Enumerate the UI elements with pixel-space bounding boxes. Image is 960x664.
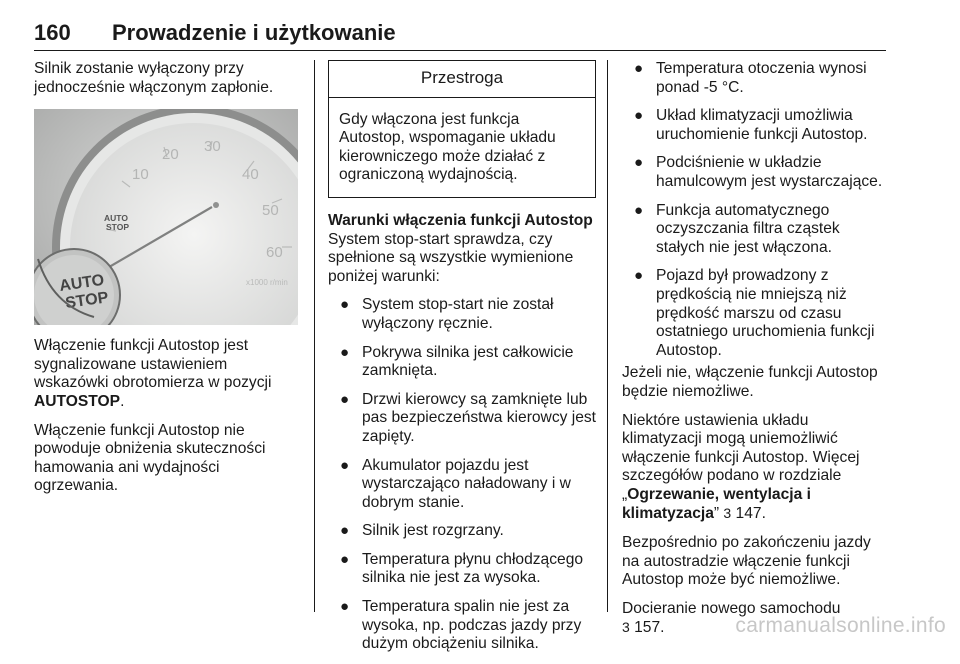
list-item: ● Pokrywa silnika jest całkowicie zamknięta.	[340, 343, 574, 380]
gauge-label: 40	[242, 166, 259, 184]
page-reference-link[interactable]: 147.	[731, 505, 766, 523]
conditions-list	[328, 296, 596, 654]
column-divider	[314, 60, 315, 612]
auto-stop-big-label: AUTO	[58, 271, 106, 296]
chapter-reference-link[interactable]: Ogrzewanie, wentylacja i klimatyzacja	[622, 485, 811, 523]
page-reference-icon: 3	[622, 619, 630, 636]
bullet-icon: ●	[634, 60, 644, 77]
page-number: 160	[34, 20, 71, 45]
auto-stop-small-label: STOP	[106, 222, 129, 233]
bullet-icon: ●	[340, 598, 350, 616]
gauge-label: 10	[132, 166, 149, 184]
list-item: ● Temperatura spalin nie jest za wysoka, np. podczas jazdy przy dużym obciążeniu silnika.	[340, 598, 582, 653]
gauge-label: 50	[262, 202, 279, 220]
tachometer-photo	[34, 109, 298, 325]
list-item: ● Układ klimatyzacji umożliwia uruchomienie funkcji Autostop.	[634, 107, 868, 143]
gauge-label: 20	[162, 146, 179, 164]
climate-settings-paragraph: Niektóre ustawienia układu klimatyzacji mogą uniemożliwić włączenie funkcji Autostop. Więcej szczegółów podano w rozdziale „Ogrzewanie, wentylacja i klimatyzacja” 3 147.	[622, 411, 860, 523]
page-reference-icon: 3	[723, 505, 732, 522]
column-3	[622, 60, 890, 648]
list-item: ● Temperatura płynu chłodzącego silnika nie jest za wysoka.	[340, 550, 584, 587]
list-item: ● Pojazd był prowadzony z prędkością nie mniejszą niż prędkość marszu od czasu ostatniego uruchomienia funkcji Autostop.	[634, 267, 875, 359]
gauge-label: 60	[266, 244, 283, 262]
list-item: ● Funkcja automatycznego oczyszczania filtra cząstek stałych nie jest włączona.	[634, 201, 840, 256]
list-item: ● Silnik jest rozgrzany.	[340, 522, 504, 540]
auto-stop-big-label: STOP	[64, 289, 110, 313]
bullet-icon: ●	[340, 390, 350, 408]
caution-body: Gdy włączona jest funkcja Autostop, wspomaganie układu kierowniczego może działać z ograniczoną wydajnością.	[339, 110, 556, 184]
list-item: ● Drzwi kierowcy są zamknięte lub pas bezpieczeństwa kierowcy jest zapięty.	[340, 390, 597, 445]
watermark: carmanualsonline.info	[735, 614, 946, 637]
bullet-icon: ●	[340, 456, 350, 474]
autostop-braking-paragraph: Włączenie funkcji Autostop nie powoduje obniżenia skuteczności hamowania ani wydajności ogrzewania.	[34, 421, 266, 495]
list-item: ● Akumulator pojazdu jest wystarczająco naładowany i w dobrym stanie.	[340, 456, 571, 511]
autostop-term: AUTOSTOP	[34, 392, 121, 410]
running-in-paragraph: Docieranie nowego samochodu 3 157.	[622, 599, 841, 637]
autostop-indication-paragraph: Włączenie funkcji Autostop jest sygnalizowane ustawieniem wskazówki obrotomierza w pozycji AUTOSTOP.	[34, 337, 272, 410]
list-item: ● Podciśnienie w układzie hamulcowym jest wystarczające.	[634, 154, 883, 190]
gauge-label: 30	[204, 138, 221, 156]
conditions-intro: System stop-start sprawdza, czy spełnione są wszystkie wymienione poniżej warunki:	[328, 230, 574, 285]
bullet-icon: ●	[340, 522, 350, 540]
bullet-icon: ●	[340, 343, 350, 361]
bullet-icon: ●	[340, 550, 350, 568]
auto-stop-small-label: AUTO	[104, 213, 128, 224]
conditions-list-continued	[622, 60, 890, 360]
otherwise-paragraph: Jeżeli nie, włączenie funkcji Autostop będzie niemożliwe.	[622, 364, 878, 400]
column-divider	[607, 60, 608, 612]
motorway-paragraph: Bezpośrednio po zakończeniu jazdy na autostradzie włączenie funkcji Autostop może być niemożliwe.	[622, 534, 871, 589]
page-reference-link[interactable]: 157.	[629, 619, 665, 637]
column-2	[328, 60, 596, 664]
bullet-icon: ●	[634, 107, 644, 125]
page-header	[34, 20, 886, 51]
gauge-unit: x1000 r/min	[246, 278, 288, 288]
bullet-icon: ●	[634, 154, 644, 172]
chapter-title: Prowadzenie i użytkowanie	[112, 20, 396, 45]
caution-title: Przestroga	[329, 61, 595, 98]
tachometer-illustration	[34, 109, 298, 325]
list-item: ● Temperatura otoczenia wynosi ponad -5 °C.	[634, 60, 867, 96]
bullet-icon: ●	[340, 296, 350, 314]
intro-paragraph: Silnik zostanie wyłączony przy jednocześnie włączonym zapłonie.	[34, 60, 274, 96]
section-heading: Warunki włączenia funkcji Autostop	[328, 211, 593, 229]
bullet-icon: ●	[634, 201, 644, 219]
caution-box	[328, 60, 596, 198]
bullet-icon: ●	[634, 267, 644, 285]
list-item: ● System stop-start nie został wyłączony ręcznie.	[340, 296, 554, 332]
column-1	[34, 60, 302, 506]
